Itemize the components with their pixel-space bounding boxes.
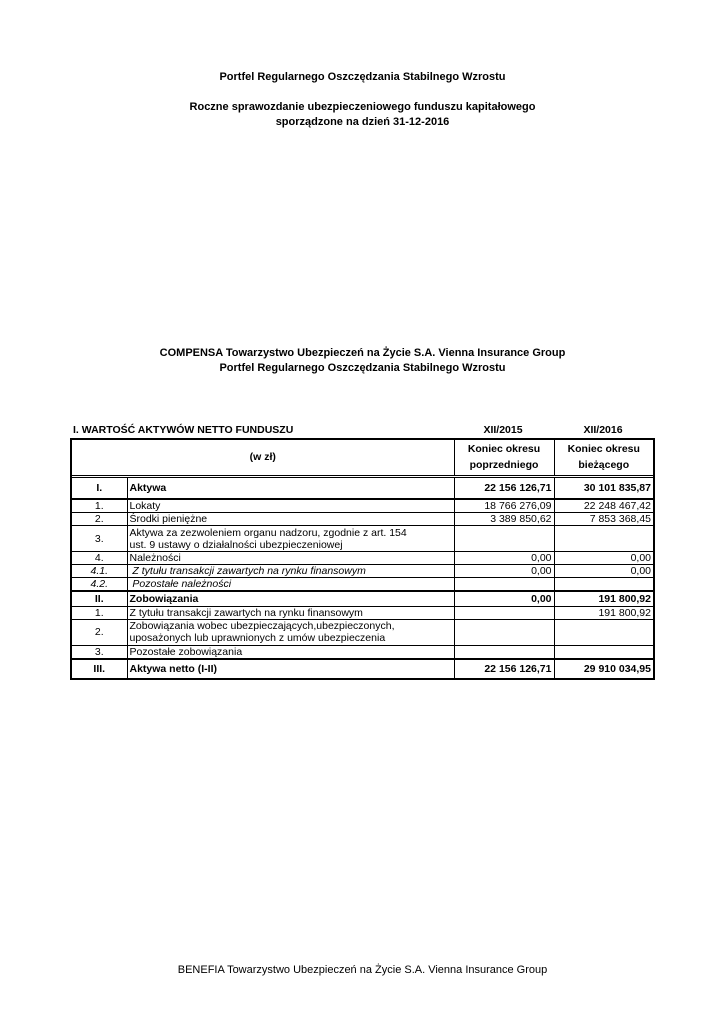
col-prev-header: Koniec okresu poprzedniego (454, 439, 554, 475)
table-row: 1. Z tytułu transakcji zawartych na rynku finansowym 191 800,92 (71, 606, 654, 619)
table-row: 2. Środki pieniężne 3 389 850,62 7 853 368,45 (71, 513, 654, 526)
table-row: 3. Aktywa za zezwoleniem organu nadzoru, zgodnie z art. 154 ust. 9 ustawy o działalności ubezpieczeniowej (71, 526, 654, 552)
table-header-row (71, 439, 654, 475)
company-name: COMPENSA Towarzystwo Ubezpieczeń na Życie S.A. Vienna Insurance Group (159, 347, 566, 359)
table-row: 1. Lokaty 18 766 276,09 22 248 467,42 (71, 499, 654, 513)
report-date: sporządzone na dzień 31-12-2016 (275, 116, 450, 128)
table-row: 4.2. Pozostałe należności (71, 578, 654, 592)
table-row: 3. Pozostałe zobowiązania (71, 645, 654, 659)
table-row: 4.1. Z tytułu transakcji zawartych na rynku finansowym 0,00 0,00 (71, 565, 654, 578)
report-title: Roczne sprawozdanie ubezpieczeniowego funduszu kapitałowego (189, 101, 536, 113)
unit-label: (w zł) (71, 439, 454, 475)
period-curr: XII/2016 (583, 424, 623, 436)
table-row: III. Aktywa netto (I-II) 22 156 126,71 29 910 034,95 (71, 659, 654, 679)
company-fund-name: Portfel Regularnego Oszczędzania Stabilnego Wzrostu (219, 362, 506, 374)
table-row: I. Aktywa 22 156 126,71 30 101 835,87 (71, 477, 654, 499)
report-fund-name: Portfel Regularnego Oszczędzania Stabilnego Wzrostu (219, 71, 506, 83)
footer-company: BENEFIA Towarzystwo Ubezpieczeń na Życie S.A. Vienna Insurance Group (177, 964, 548, 976)
net-assets-table (70, 438, 655, 680)
section-title: I. WARTOŚĆ AKTYWÓW NETTO FUNDUSZU (73, 424, 294, 436)
col-curr-header: Koniec okresu bieżącego (554, 439, 654, 475)
table-row: 2. Zobowiązania wobec ubezpieczających,ubezpieczonych, uposażonych lub uprawnionych z umów ubezpieczenia (71, 619, 654, 645)
table-row: II. Zobowiązania 0,00 191 800,92 (71, 591, 654, 606)
table-row: 4. Należności 0,00 0,00 (71, 552, 654, 565)
period-prev: XII/2015 (483, 424, 523, 436)
